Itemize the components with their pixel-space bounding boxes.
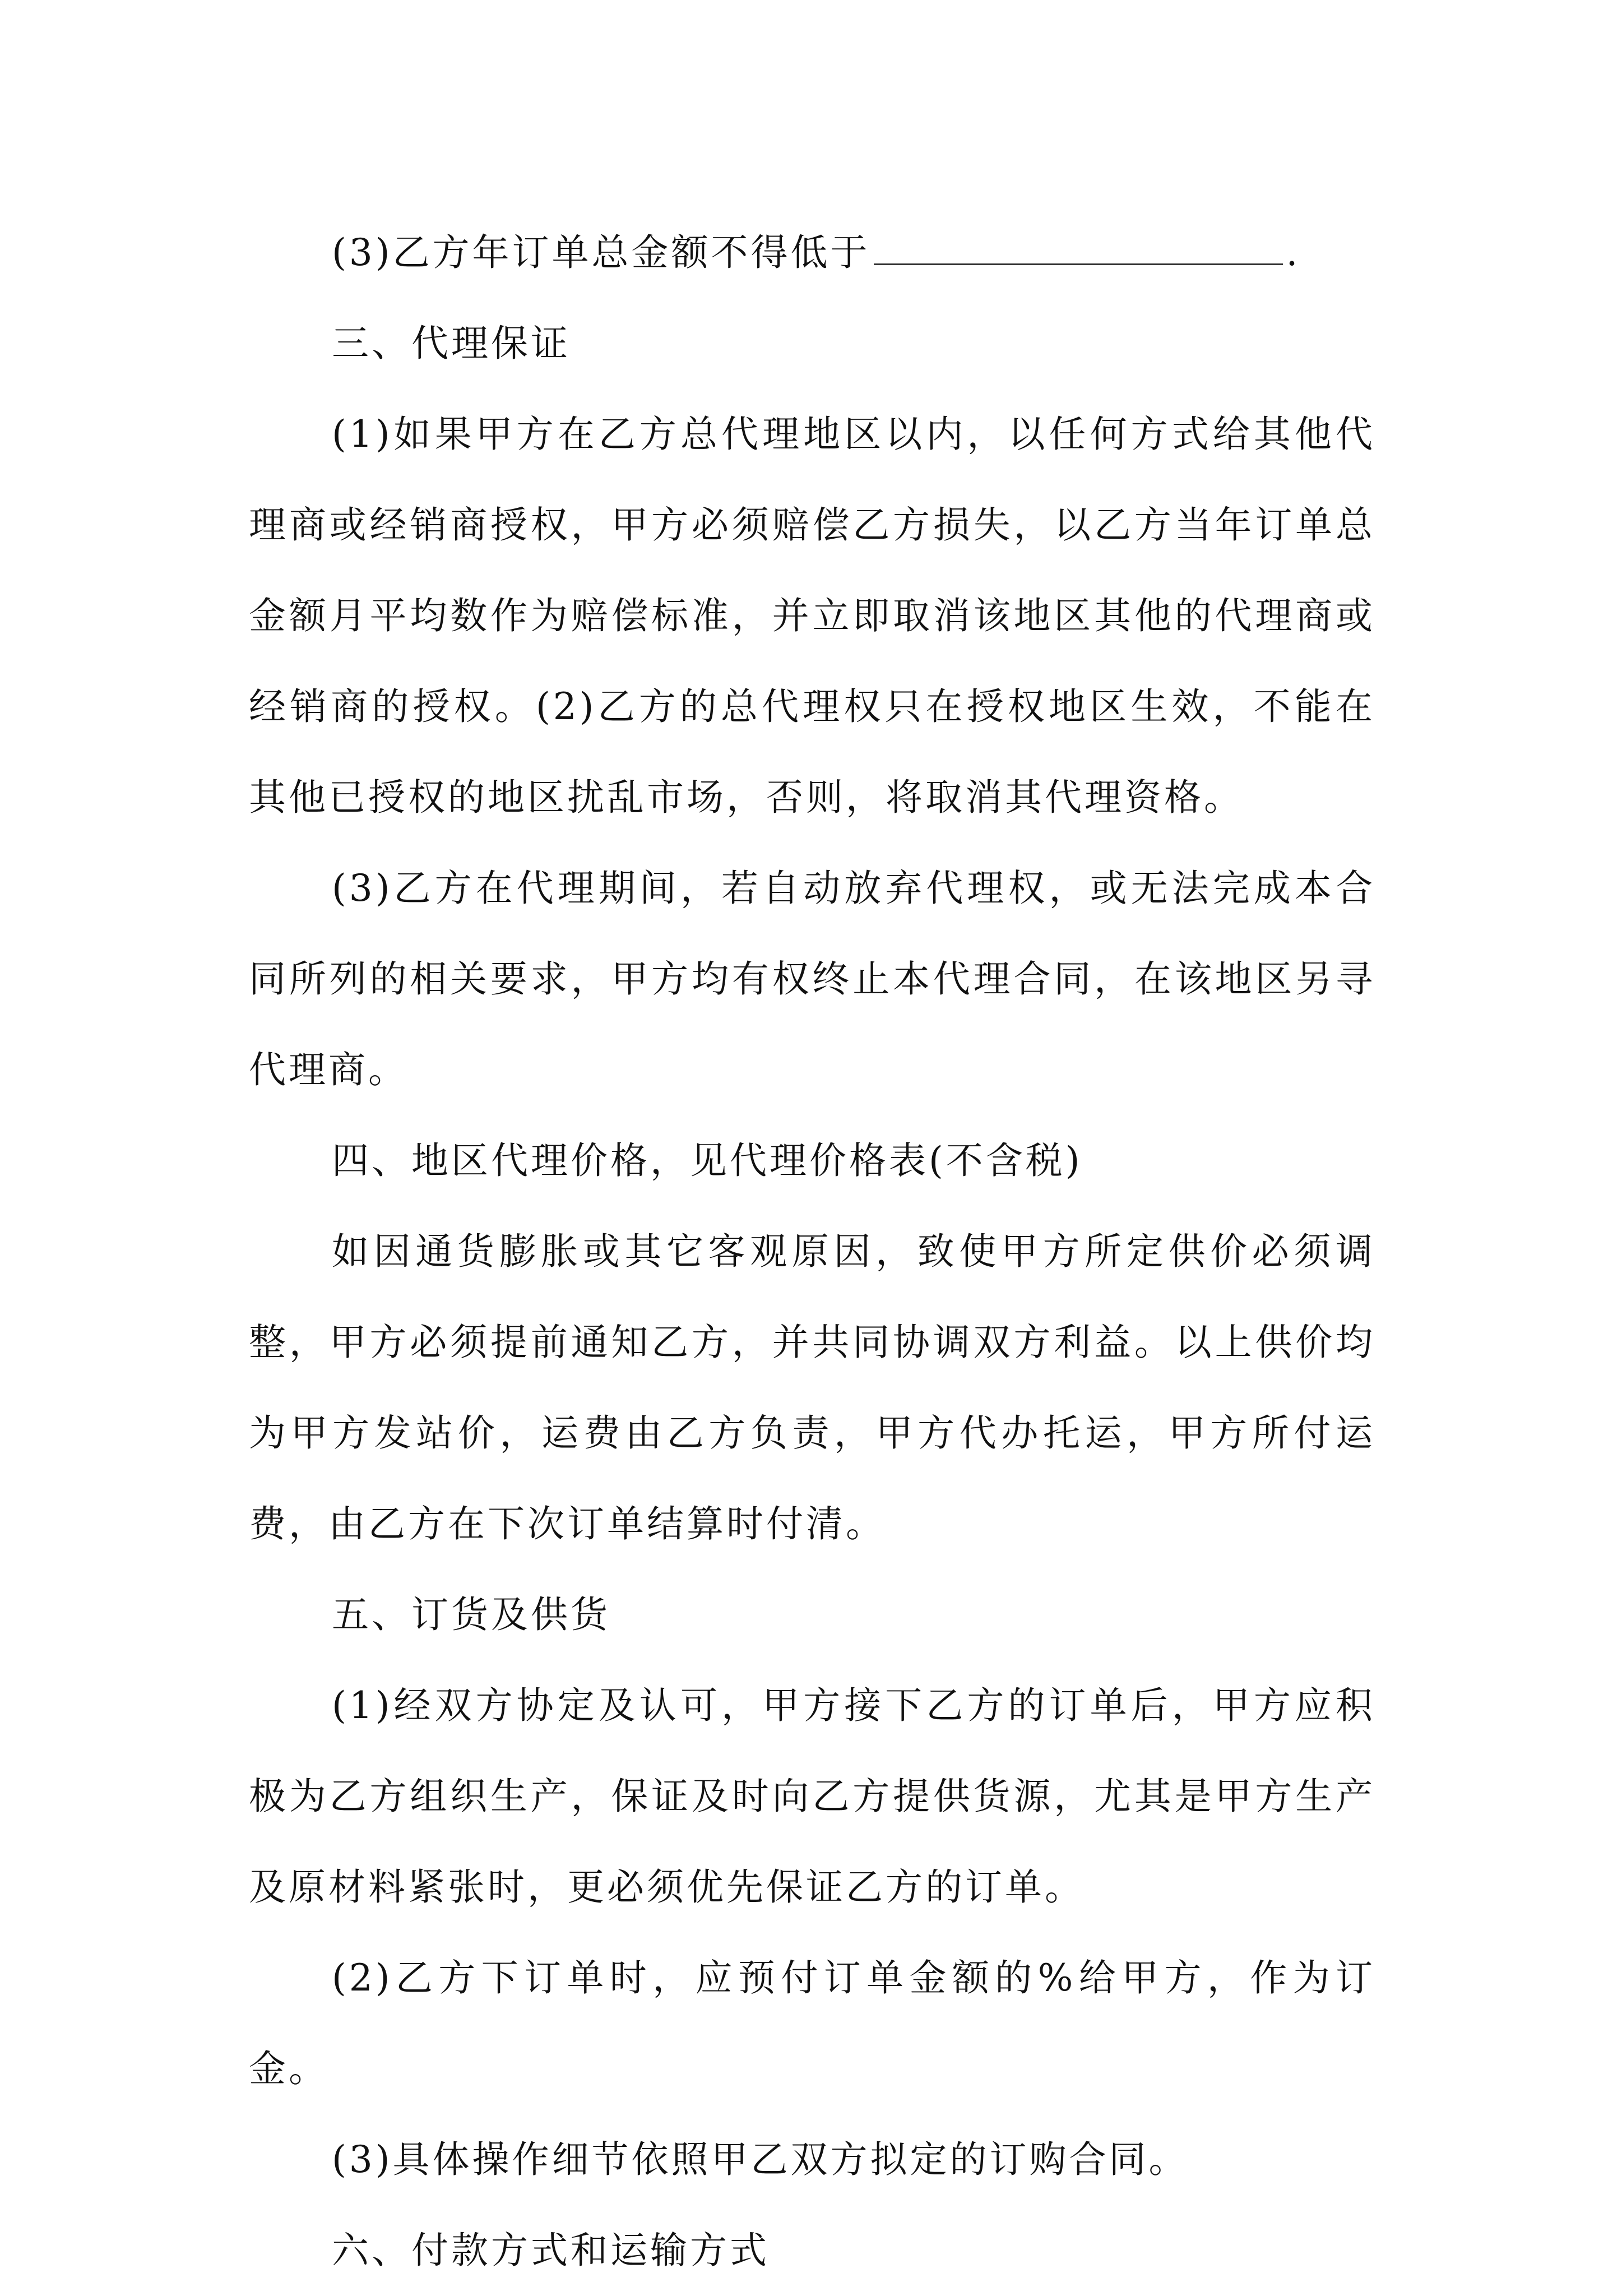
clause-agency-guarantee-1-2: (1)如果甲方在乙方总代理地区以内，以任何方式给其他代理商或经销商授权，甲方必须赔偿乙方损失，以乙方当年订单总金额月平均数作为赔偿标准，并立即取消该地区其他的代理商或经销商的授权。(2)乙方的总代理权只在授权地区生效，不能在其他已授权的地区扰乱市场，否则，将取消其代理资格。 [249, 413, 1375, 819]
clause-annual-order-minimum [249, 207, 1375, 298]
clause-price-adjustment: 如因通货膨胀或其它客观原因，致使甲方所定供价必须调整，甲方必须提前通知乙方，并共同协调双方利益。以上供价均为甲方发站价，运费由乙方负责，甲方代办托运，甲方所付运费，由乙方在下次订单结算时付清。 [249, 1230, 1375, 1545]
contract-body [249, 207, 1375, 2296]
clause-text: (3)乙方年订单总金额不得低于 [332, 231, 870, 274]
section-heading-5: 五、订货及供货 [332, 1593, 610, 1636]
section-heading-6: 六、付款方式和运输方式 [332, 2229, 770, 2272]
section-heading-3: 三、代理保证 [332, 322, 571, 365]
clause-ordering-1: (1)经双方协定及认可，甲方接下乙方的订单后，甲方应积极为乙方组织生产，保证及时向乙方提供货源，尤其是甲方生产及原材料紧张时，更必须优先保证乙方的订单。 [249, 1684, 1375, 1909]
fill-in-blank [874, 232, 1283, 265]
clause-ordering-2: (2)乙方下订单时，应预付订单金额的%给甲方，作为订金。 [249, 1956, 1375, 2090]
clause-ordering-3: (3)具体操作细节依照甲乙双方拟定的订购合同。 [332, 2138, 1189, 2181]
clause-text-end: . [1286, 231, 1301, 274]
section-heading-4: 四、地区代理价格，见代理价格表(不含税) [332, 1139, 1083, 1182]
clause-agency-guarantee-3: (3)乙方在代理期间，若自动放弃代理权，或无法完成本合同所列的相关要求，甲方均有权终止本代理合同，在该地区另寻代理商。 [249, 867, 1375, 1091]
